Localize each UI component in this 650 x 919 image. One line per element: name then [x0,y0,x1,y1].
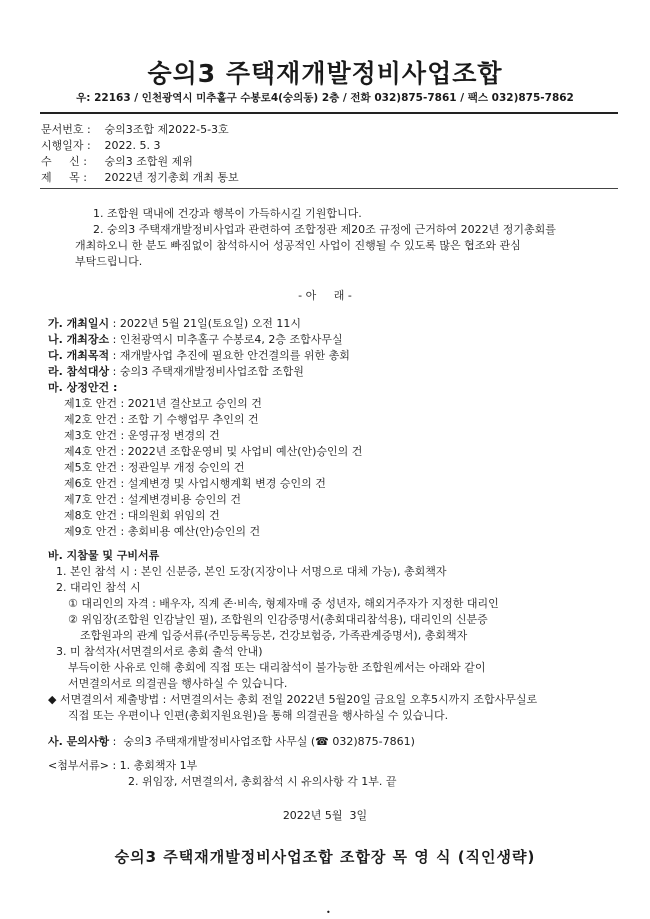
item-ga-label: 가. 개최일시 [48,317,110,330]
docs-line-2: 2. 대리인 참석 시 [56,581,141,594]
item-na-value: : 인천광역시 미추홀구 수봉로4, 2층 조합사무실 [112,333,343,346]
item-ra-label: 라. 참석대상 [48,365,110,378]
agenda-number: 제6호 안건 [64,477,117,490]
agenda-number: 제7호 안건 [64,493,117,506]
agenda-number: 제2호 안건 [64,413,117,426]
docs-line-2a: ① 대리인의 자격 : 배우자, 직계 존·비속, 형제자매 중 성년자, 해외거주자가 지정한 대리인 [68,597,499,610]
agenda-item [64,428,220,443]
paragraph-2-line-1: 2. 숭의3 주택재개발정비사업과 관련하여 조합정관 제20조 규정에 근거하여 2022년 정기총회를 [93,223,556,236]
docs-line-2b: ② 위임장(조합원 인감날인 필), 조합원의 인감증명서(총회대리참석용), 대리인의 신분증 [68,613,488,626]
item-ra [48,364,304,379]
issue-date: 2022년 5월 3일 [282,809,368,822]
docs-line-3: 3. 미 참석자(서면결의서로 총회 출석 안내) [56,645,263,658]
signature-line: 숭의3 주택재개발정비사업조합 조합장 목 영 식 (직인생략) [114,848,536,866]
agenda-text: : 운영규정 변경의 건 [120,429,220,442]
org-title: 숭의3 주택재개발정비사업조합 [147,59,503,88]
agenda-text: : 총회비용 예산(안)승인의 건 [120,525,261,538]
item-ra-value: : 숭의3 주택재개발정비사업조합 조합원 [112,365,304,378]
item-ga [48,316,301,331]
attachments-line-2: 2. 위임장, 서면결의서, 총회참석 시 유의사항 각 1부. 끝 [128,775,397,788]
docs-line-2c: 조합원과의 관계 입증서류(주민등록등본, 건강보험증, 가족관계증명서), 총회책자 [80,629,468,642]
item-ma-label: 마. 상정안건 : [48,381,118,394]
recipient-label: 수 신 : [41,155,87,168]
agenda-item [64,412,259,427]
subject-rule [40,188,618,189]
docs-heading: 바. 지참물 및 구비서류 [48,549,160,562]
recipient-value: 숭의3 조합원 제위 [104,155,193,168]
agenda-text: : 정관일부 개정 승인의 건 [120,461,245,474]
doc-number-label: 문서번호 : [41,123,91,136]
agenda-item [64,396,262,411]
agenda-number: 제1호 안건 [64,397,117,410]
agenda-number: 제4호 안건 [64,445,117,458]
agenda-text: : 대의원회 위임의 건 [120,509,220,522]
subject-label: 제 목 : [41,171,87,184]
agenda-number: 제8호 안건 [64,509,117,522]
date-row [41,138,160,153]
agenda-number: 제3호 안건 [64,429,117,442]
item-na-label: 나. 개최장소 [48,333,110,346]
date-label: 시행일자 : [41,139,91,152]
address-line: 우: 22163 / 인천광역시 미추홀구 수봉로4(숭의동) 2층 / 전화 032)875-7861 / 팩스 032)875-7862 [76,92,574,104]
agenda-item [64,492,241,507]
agenda-number: 제9호 안건 [64,525,117,538]
agenda-text: : 2021년 결산보고 승인의 건 [120,397,262,410]
agenda-item [64,444,362,459]
agenda-item [64,524,260,539]
attachments-row [48,758,197,773]
doc-number: 숭의3조합 제2022-5-3호 [104,123,229,136]
paragraph-2-line-2: 개최하오니 한 분도 빠짐없이 참석하시어 성공적인 사업이 진행될 수 있도록 많은 협조와 관심 [75,239,521,252]
paragraph-2-line-3: 부탁드립니다. [75,255,143,268]
inquiry-value: : 숭의3 주택재개발정비사업조합 사무실 (☎ 032)875-7861) [112,735,415,748]
recipient-row [41,154,193,169]
submission-note-2: 직접 또는 우편이나 인편(총회지원요원)을 통해 의결권을 행사하실 수 있습니다. [68,709,449,722]
item-da-label: 다. 개최목적 [48,349,110,362]
paragraph-1: 1. 조합원 댁내에 건강과 행복이 가득하시길 기원합니다. [93,207,362,220]
docs-line-3a: 부득이한 사유로 인해 총회에 직접 또는 대리참석이 불가능한 조합원께서는 아래와 같이 [68,661,486,674]
inquiry-row [48,734,415,749]
item-na [48,332,343,347]
agenda-text: : 설계변경비용 승인의 건 [120,493,241,506]
agenda-item [64,460,244,475]
submission-note-1: ◆ 서면결의서 제출방법 : 서면결의서는 총회 전일 2022년 5월20일 금요일 오후5시까지 조합사무실로 [48,693,538,706]
header-rule [40,112,618,114]
subject-row [41,170,239,185]
agenda-text: : 설계변경 및 사업시행계획 변경 승인의 건 [120,477,326,490]
agenda-text: : 2022년 조합운영비 및 사업비 예산(안)승인의 건 [120,445,363,458]
attachments-label: <첨부서류> [48,759,109,772]
attachments-line-1: : 1. 총회책자 1부 [112,759,198,772]
subject-value: 2022년 정기총회 개최 통보 [104,171,239,184]
docs-line-3b: 서면결의서로 의결권을 행사하실 수 있습니다. [68,677,288,690]
item-da [48,348,350,363]
agenda-number: 제5호 안건 [64,461,117,474]
agenda-item [64,508,220,523]
date-value: 2022. 5. 3 [104,139,161,152]
page-mark: • [326,908,331,917]
docs-line-1: 1. 본인 참석 시 : 본인 신분증, 본인 도장(지장이나 서명으로 대체 가능), 총회책자 [56,565,447,578]
item-da-value: : 재개발사업 추진에 필요한 안건결의를 위한 총회 [112,349,350,362]
doc-number-row [41,122,229,137]
agenda-item [64,476,326,491]
below-heading: - 아 래 - [298,289,352,302]
agenda-text: : 조합 기 수행업무 추인의 건 [120,413,259,426]
inquiry-label: 사. 문의사항 [48,735,110,748]
item-ga-value: : 2022년 5월 21일(토요일) 오전 11시 [112,317,302,330]
